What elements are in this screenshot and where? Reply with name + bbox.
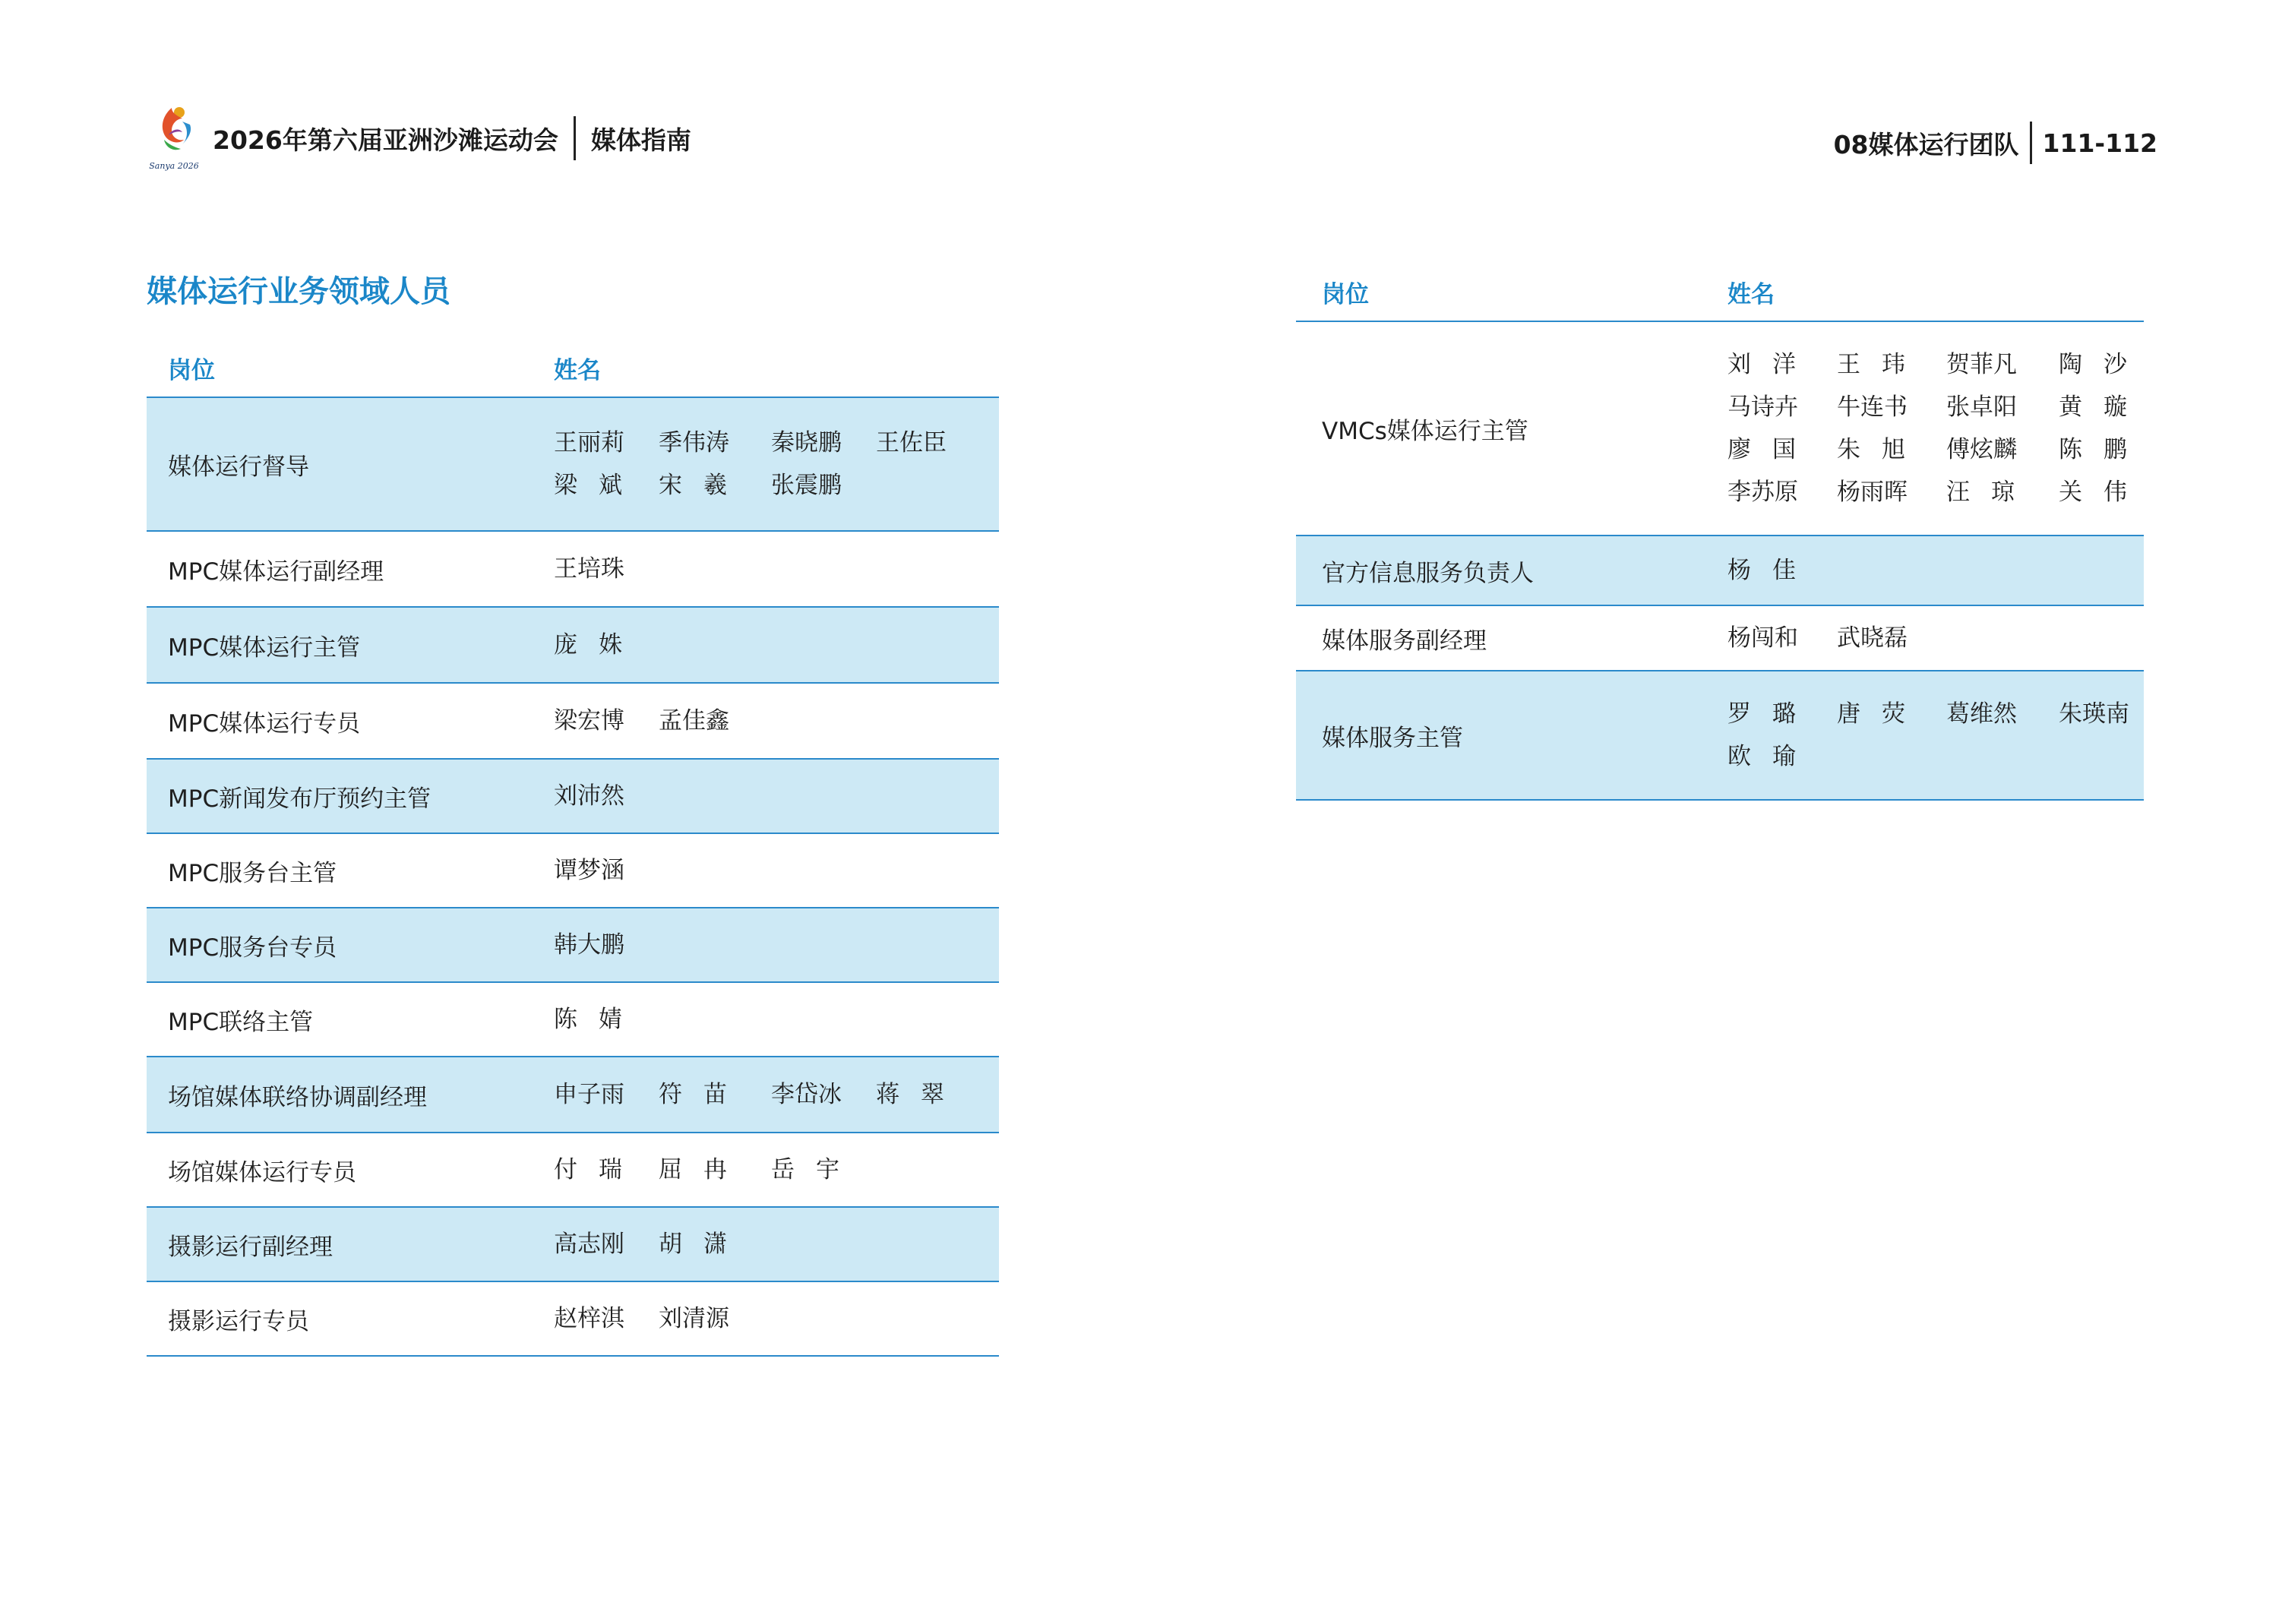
person-name: 季伟涛 xyxy=(659,429,729,457)
person-name: 杨 佳 xyxy=(1727,557,1796,584)
person-name: 张卓阳 xyxy=(1946,393,2017,421)
position-cell: MPC服务台主管 xyxy=(168,859,337,887)
person-name: 陈 鹏 xyxy=(2059,436,2127,463)
person-name: 王佐臣 xyxy=(876,429,947,457)
position-cell: MPC新闻发布厅预约主管 xyxy=(168,785,431,813)
person-name: 申子雨 xyxy=(554,1081,624,1108)
column-header-names: 姓名 xyxy=(554,356,601,384)
person-name: 梁宏博 xyxy=(554,707,624,735)
person-name: 高志刚 xyxy=(554,1231,624,1258)
position-cell: MPC联络主管 xyxy=(168,1008,314,1036)
person-name: 梁 斌 xyxy=(554,472,622,499)
person-name: 胡 潇 xyxy=(659,1231,727,1258)
column-header-position: 岗位 xyxy=(1322,280,1369,308)
page-header-left xyxy=(149,100,691,176)
header-divider-right xyxy=(2030,122,2032,164)
sanya-2026-logo xyxy=(149,102,199,175)
names-cell xyxy=(554,924,967,966)
position-cell: 摄影运行副经理 xyxy=(168,1233,333,1261)
table-row xyxy=(1296,606,2144,671)
names-cell xyxy=(1727,617,2141,659)
table-header xyxy=(147,339,999,398)
position-cell: MPC媒体运行专员 xyxy=(168,709,361,738)
header-divider xyxy=(574,116,576,160)
person-name: 王 玮 xyxy=(1837,351,1905,378)
person-name: 刘清源 xyxy=(659,1305,729,1332)
person-name: 廖 国 xyxy=(1727,436,1796,463)
person-name: 赵梓淇 xyxy=(554,1305,624,1332)
page-numbers: 111-112 xyxy=(2042,128,2157,158)
person-name: 关 伟 xyxy=(2059,479,2127,506)
person-name: 朱瑛南 xyxy=(2059,700,2129,728)
person-name: 葛维然 xyxy=(1946,700,2017,728)
table-row xyxy=(147,1133,999,1208)
person-name: 秦晓鹏 xyxy=(771,429,842,457)
table-row xyxy=(147,1057,999,1133)
person-name: 罗 璐 xyxy=(1727,700,1796,728)
names-cell xyxy=(554,548,967,590)
position-cell: 媒体服务副经理 xyxy=(1322,627,1487,655)
names-cell xyxy=(554,624,967,666)
names-cell xyxy=(554,998,967,1041)
names-cell xyxy=(554,1297,967,1340)
table-row xyxy=(1296,536,2144,606)
names-cell xyxy=(554,1148,967,1191)
table-header xyxy=(1296,263,2144,322)
person-name: 李苏原 xyxy=(1727,479,1798,506)
table-row xyxy=(147,532,999,608)
table-row xyxy=(147,398,999,532)
names-cell xyxy=(554,775,967,817)
names-cell xyxy=(554,422,967,507)
names-cell xyxy=(1727,549,2141,592)
person-name: 李岱冰 xyxy=(771,1081,842,1108)
names-cell xyxy=(554,1223,967,1265)
table-row xyxy=(147,760,999,834)
person-name: 黄 璇 xyxy=(2059,393,2127,421)
person-name: 刘沛然 xyxy=(554,782,624,810)
position-cell: MPC服务台专员 xyxy=(168,934,337,962)
table-row xyxy=(147,684,999,760)
section-title: 媒体运行业务领域人员 xyxy=(147,274,450,309)
guide-label: 媒体指南 xyxy=(590,125,691,155)
position-cell: 官方信息服务负责人 xyxy=(1322,559,1534,587)
column-header-position: 岗位 xyxy=(168,356,215,384)
person-name: 马诗卉 xyxy=(1727,393,1798,421)
staff-table-left xyxy=(147,339,999,1357)
person-name: 陈 婧 xyxy=(554,1006,622,1033)
person-name: 唐 荧 xyxy=(1837,700,1905,728)
table-row xyxy=(147,1208,999,1282)
person-name: 蒋 翠 xyxy=(876,1081,944,1108)
position-cell: 摄影运行专员 xyxy=(168,1307,309,1335)
person-name: 宋 羲 xyxy=(659,472,727,499)
person-name: 杨闯和 xyxy=(1727,624,1798,652)
table-row xyxy=(147,608,999,684)
position-cell: 场馆媒体运行专员 xyxy=(168,1158,356,1186)
event-title: 2026年第六届亚洲沙滩运动会 xyxy=(213,125,558,155)
person-name: 杨雨晖 xyxy=(1837,479,1908,506)
person-name: 欧 瑜 xyxy=(1727,743,1796,770)
person-name: 王丽莉 xyxy=(554,429,624,457)
position-cell: 媒体运行督导 xyxy=(168,453,309,481)
names-cell xyxy=(1727,343,2141,513)
person-name: 韩大鹏 xyxy=(554,931,624,959)
person-name: 牛连书 xyxy=(1837,393,1908,421)
position-cell: 场馆媒体联络协调副经理 xyxy=(168,1083,427,1111)
person-name: 刘 洋 xyxy=(1727,351,1796,378)
person-name: 张震鹏 xyxy=(771,472,842,499)
person-name: 王培珠 xyxy=(554,555,624,583)
names-cell xyxy=(554,1073,967,1116)
person-name: 屈 冉 xyxy=(659,1156,727,1183)
page-header-right xyxy=(1834,122,2157,164)
svg-text:Sanya 2026: Sanya 2026 xyxy=(149,161,199,171)
person-name: 武晓磊 xyxy=(1837,624,1908,652)
column-header-names: 姓名 xyxy=(1727,280,1775,308)
person-name: 付 瑞 xyxy=(554,1156,622,1183)
names-cell xyxy=(554,700,967,742)
person-name: 朱 旭 xyxy=(1837,436,1905,463)
position-cell: MPC媒体运行主管 xyxy=(168,633,361,662)
staff-table-right xyxy=(1296,263,2144,801)
names-cell xyxy=(554,849,967,892)
table-row xyxy=(147,1282,999,1357)
table-row xyxy=(147,834,999,908)
person-name: 庞 姝 xyxy=(554,631,622,659)
person-name: 岳 宇 xyxy=(771,1156,839,1183)
table-row xyxy=(1296,671,2144,801)
person-name: 陶 沙 xyxy=(2059,351,2127,378)
person-name: 傅炫麟 xyxy=(1946,436,2017,463)
table-row xyxy=(147,983,999,1057)
position-cell: 媒体服务主管 xyxy=(1322,724,1463,752)
person-name: 孟佳鑫 xyxy=(659,707,729,735)
position-cell: MPC媒体运行副经理 xyxy=(168,558,384,586)
table-row xyxy=(1296,322,2144,536)
chapter-label: 08媒体运行团队 xyxy=(1833,129,2019,160)
person-name: 符 苗 xyxy=(659,1081,727,1108)
table-row xyxy=(147,908,999,983)
person-name: 谭梦涵 xyxy=(554,857,624,884)
person-name: 贺菲凡 xyxy=(1946,351,2017,378)
names-cell xyxy=(1727,693,2141,778)
position-cell: VMCs媒体运行主管 xyxy=(1322,417,1528,445)
person-name: 汪 琼 xyxy=(1946,479,2015,506)
